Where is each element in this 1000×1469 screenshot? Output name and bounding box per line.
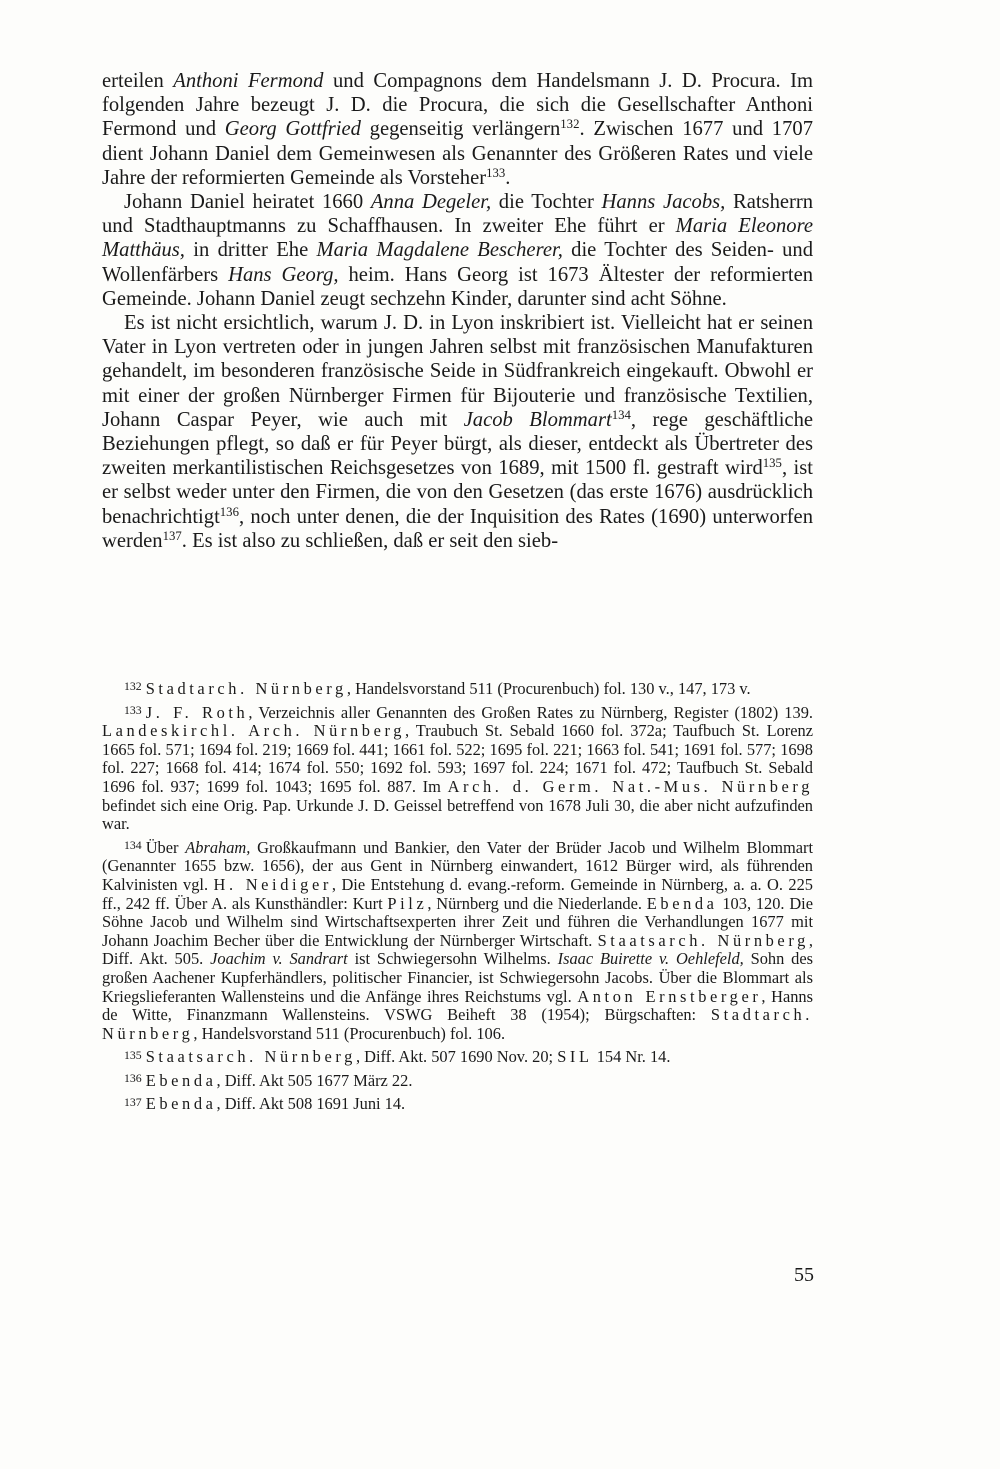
text-run: Über [145,837,186,857]
footnote-number: 136 [124,1071,142,1086]
main-text [102,69,813,553]
text-run: , Diff. Akt 508 1691 Juni 14. [216,1094,406,1114]
footnote-reference: 132 [560,117,580,132]
text-run: , Diff. Akt. 507 1690 Nov. 20; [355,1047,558,1067]
spaced-citation: SIL [557,1047,593,1067]
text-run: die Tochter [491,191,602,214]
footnote-reference: 137 [162,528,182,543]
spaced-citation: Landeskirchl. Arch. Nürnberg [102,721,406,741]
text-run: Großkaufmann und Bankier, den Vater der Brüder Jacob und Wilhelm Blommart (Genannter 1655 bzw. 1656), der aus Gent in Nürnberg einwandert, 1612 Bürger wird, als führenden Kalvinisten vgl. [102,837,813,894]
footnote-reference: 135 [762,456,782,471]
spaced-citation: Ebenda [145,1094,217,1114]
footnote [102,1095,813,1114]
text-run: , Verzeichnis aller Genannten des Großen Rates zu Nürnberg, Register (1802) 139. [248,702,813,722]
italic-name: Hans Georg, [228,263,339,286]
footnote [102,839,813,1044]
spaced-citation: J. F. Roth [145,702,249,722]
paragraph [102,311,813,553]
text-run: , rege geschäftliche Beziehungen pflegt, so daß er für Peyer bürgt, als dieser, entdeckt als Übertreter des zweiten merkantilistischen Reichsgesetzes von 1689, mit 1500 fl. gestraft wird [102,408,814,480]
footnote-number: 134 [124,838,142,853]
spaced-citation: Staatsarch. Nürnberg [597,930,809,950]
spaced-citation: Arch. d. Germ. Nat.-Mus. Nürnberg [447,776,813,796]
footnotes [102,680,813,1119]
footnote [102,680,813,699]
spaced-citation: Stadtarch. Nürnberg [145,679,347,698]
footnote-reference: 133 [486,165,506,180]
footnote [102,704,813,834]
footnote-number: 132 [124,679,142,694]
spaced-citation: Staatsarch. Nürnberg [145,1047,356,1067]
text-run: in dritter Ehe [184,239,317,262]
text-run: , Diff. Akt 505 1677 März 22. [216,1070,413,1090]
text-run: 154 Nr. 14. [592,1047,671,1067]
spaced-citation: H. Neidiger [213,874,332,894]
text-run: . [505,166,511,189]
spaced-citation: Pilz [387,893,428,913]
text-run: gegenseitig verlängern [360,118,561,141]
text-run: Sohn des großen Aachener Kupferhändlers, politischer Financier, ist Schwiegersohn Jacobs. Über die Blommart als Kriegslieferanten Wallensteins und die Anfänge ihres Reichstums vgl. [102,949,814,1006]
italic-name: Hanns Jacobs, [601,191,726,214]
text-run: 103, 120. Die Söhne Jacob und Wilhelm sind Wirtschaftsexperten ihrer Zeit und führen die Verhandlungen 1677 mit Johann Joachim Becher über die Entwicklung der Nürnberger Wirtschaft. [102,893,813,950]
italic-name: Joachim v. Sandrart [210,949,348,969]
text-run: , Handelsvorstand 511 (Procurenbuch) fol. 106. [193,1023,506,1043]
italic-name: Anna Degeler, [370,191,492,214]
italic-name: Georg Gottfried [224,118,361,141]
italic-name: Abraham, [185,837,251,857]
text-run: , Hanns de Witte, Finanzmann Wallensteins. VSWG Beiheft 38 (1954); Bürgschaften: [102,986,814,1025]
paragraph [102,190,813,311]
text-run: , Traubuch St. Sebald 1660 fol. 372a; Taufbuch St. Lorenz 1665 fol. 571; 1694 fol. 219; 1669 fol. 441; 1661 fol. 522; 1695 fol. 221; 1663 fol. 541; 1691 fol. 577; 1698 fol. 227; 1668 fol. 414; 1674 fol. 550; 1692 fol. 593; 1697 fol. 224; 1671 fol. 472; Taufbuch St. Sebald 1696 fol. 937; 1699 fol. 1043; 1695 fol. 887. Im [102,721,813,796]
text-run: erteilen [102,70,174,92]
text-run: . Zwischen 1677 und 1707 dient Johann Daniel dem Gemeinwesen als Genannter des Größeren Rates und viele Jahre der reformierten Gemeinde als Vorsteher [102,118,813,189]
spaced-citation: Ebenda [145,1070,217,1090]
italic-name: Anthoni Fermond [173,70,324,92]
italic-name: Maria Magdalene Bescherer, [316,239,563,262]
text-run: , ist er selbst weder unter den Firmen, die von den Gesetzen (das erste 1676) ausdrücklich benachrichtigt [102,457,813,528]
footnote-reference: 136 [219,504,239,519]
footnote-number: 133 [124,703,142,718]
italic-name: Jacob Blommart [463,408,612,431]
text-run: befindet sich eine Orig. Pap. Urkunde J. D. Geissel betreffend von 1678 Juli 30, die aber nicht aufzufinden war. [102,795,813,834]
text-run: Ratsherrn und Stadthauptmanns zu Schaffhausen. In zweiter Ehe führt er [102,191,814,238]
text-run: , Diff. Akt. 505. [102,930,814,969]
page-number: 55 [794,1264,814,1286]
footnote-number: 137 [124,1094,142,1109]
italic-name: Maria Eleonore Matthäus, [102,215,813,262]
text-run: die Tochter des Seiden- und Wollenfärbers [102,239,814,286]
text-run: , noch unter denen, die der Inquisition des Rates (1690) unterworfen werden [102,505,813,552]
text-run: , Die Entstehung d. evang.-reform. Gemeinde in Nürnberg, a. a. O. 225 ff., 242 ff. Über A. als Kunsthändler: Kurt [102,874,813,913]
italic-name: Isaac Buirette v. Oehlefeld, [557,949,744,969]
footnote-number: 135 [124,1047,142,1062]
text-run: heim. Hans Georg ist 1673 Ältester der reformierten Gemeinde. Johann Daniel zeugt sechzehn Kinder, darunter sind acht Söhne. [102,263,814,310]
text-run: . Es ist also zu schließen, daß er seit den sieb- [181,529,559,552]
text-run: , Handelsvorstand 511 (Procurenbuch) fol. 130 v., 147, 173 v. [346,679,751,698]
text-run: ist Schwiegersohn Wilhelms. [347,949,558,969]
spaced-citation: Anton Ernstberger [577,986,762,1006]
footnote-reference: 134 [611,407,631,422]
spaced-citation: Stadtarch. Nürnberg [102,1005,813,1043]
footnote [102,1072,813,1091]
spaced-citation: Ebenda [646,893,718,913]
paragraph [102,69,813,190]
text-run: Es ist nicht ersichtlich, warum J. D. in Lyon inskribiert ist. Vielleicht hat er seinen Vater in Lyon vertreten oder in jungen Jahren selbst mit französischen Manufakturen gehandelt, im besonderen französische Seide in Südfrankreich eingekauft. Obwohl er mit einer der großen Nürnberger Firmen für Bijouterie und französische Textilien, Johann Caspar Peyer, wie auch mit [102,312,813,431]
text-run: und Compagnons dem Handelsmann J. D. Procura. Im folgenden Jahre bezeugt J. D. die Procura, die sich die Gesellschafter Anthoni Fermond und [102,70,814,141]
text-run: Johann Daniel heiratet 1660 [124,191,371,214]
text-run: , Nürnberg und die Niederlande. [427,893,647,913]
footnote [102,1048,813,1067]
